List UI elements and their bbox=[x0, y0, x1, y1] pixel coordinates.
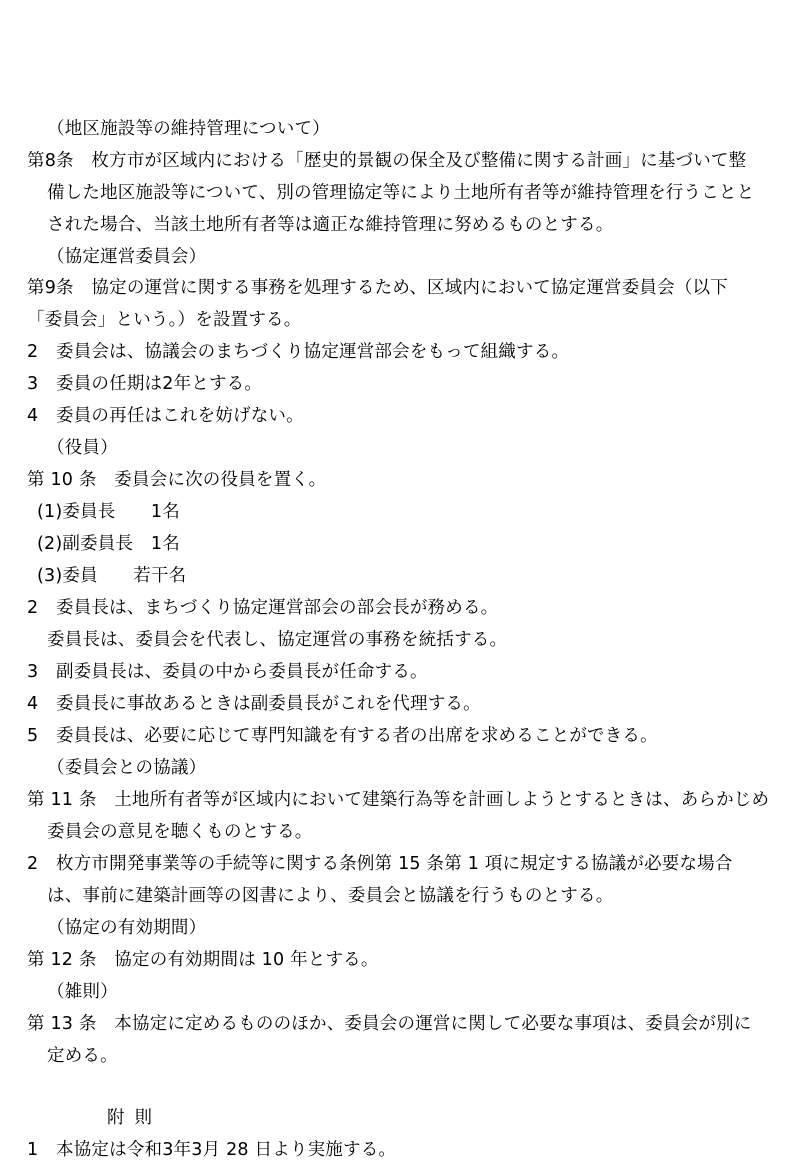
article-13-line: 定める。 bbox=[47, 1046, 118, 1066]
officer-list-item: (1)委員長 1名 bbox=[37, 502, 180, 522]
officer-list-item: (2)副委員長 1名 bbox=[37, 534, 180, 554]
article-9-item: 4 委員の再任はこれを妨げない。 bbox=[27, 406, 304, 426]
article-10-item: 3 副委員長は、委員の中から委員長が任命する。 bbox=[27, 662, 428, 682]
article-9-line: 第9条 協定の運営に関する事務を処理するため、区域内において協定運営委員会（以下 bbox=[27, 278, 728, 298]
article-10-item: 5 委員長は、必要に応じて専門知識を有する者の出席を求めることができる。 bbox=[27, 726, 658, 746]
article-12-line: 第 12 条 協定の有効期間は 10 年とする。 bbox=[27, 950, 379, 970]
supplementary-item: 1 本協定は令和3年3月 28 日より実施する。 bbox=[27, 1140, 397, 1160]
section-heading: （地区施設等の維持管理について） bbox=[47, 119, 330, 139]
article-9-line: 「委員会」という。）を設置する。 bbox=[27, 310, 302, 330]
section-heading: （委員会との協議） bbox=[47, 758, 207, 778]
officer-list-item: (3)委員 若干名 bbox=[37, 566, 187, 586]
article-10-item: 委員長は、委員会を代表し、協定運営の事務を統括する。 bbox=[47, 630, 508, 650]
article-10-line: 第 10 条 委員会に次の役員を置く。 bbox=[27, 470, 327, 490]
article-11-item: は、事前に建築計画等の図書により、委員会と協議を行うものとする。 bbox=[47, 886, 614, 906]
article-11-item: 2 枚方市開発事業等の手続等に関する条例第 15 条第 1 項に規定する協議が必要な場合 bbox=[27, 854, 733, 874]
section-heading: （役員） bbox=[47, 438, 118, 458]
article-10-item: 2 委員長は、まちづくり協定運営部会の部会長が務める。 bbox=[27, 598, 499, 618]
article-8-line: された場合、当該土地所有者等は適正な維持管理に努めるものとする。 bbox=[47, 215, 614, 235]
supplementary-provisions-heading: 附則 bbox=[107, 1108, 162, 1128]
article-13-line: 第 13 条 本協定に定めるもののほか、委員会の運営に関して必要な事項は、委員会が別に bbox=[27, 1014, 752, 1034]
section-heading: （協定の有効期間） bbox=[47, 918, 207, 938]
article-11-line: 第 11 条 土地所有者等が区域内において建築行為等を計画しようとするときは、あらかじめ bbox=[27, 790, 770, 810]
article-11-line: 委員会の意見を聴くものとする。 bbox=[47, 822, 313, 842]
article-9-item: 2 委員会は、協議会のまちづくり協定運営部会をもって組織する。 bbox=[27, 342, 570, 362]
article-10-item: 4 委員長に事故あるときは副委員長がこれを代理する。 bbox=[27, 694, 481, 714]
article-8-line: 第8条 枚方市が区域内における「歴史的景観の保全及び整備に関する計画」に基づいて整 bbox=[27, 151, 747, 171]
section-heading: （協定運営委員会） bbox=[47, 247, 207, 267]
article-8-line: 備した地区施設等について、別の管理協定等により土地所有者等が維持管理を行うことと bbox=[47, 183, 755, 203]
section-heading: （雑則） bbox=[47, 982, 118, 1002]
article-9-item: 3 委員の任期は2年とする。 bbox=[27, 374, 263, 394]
